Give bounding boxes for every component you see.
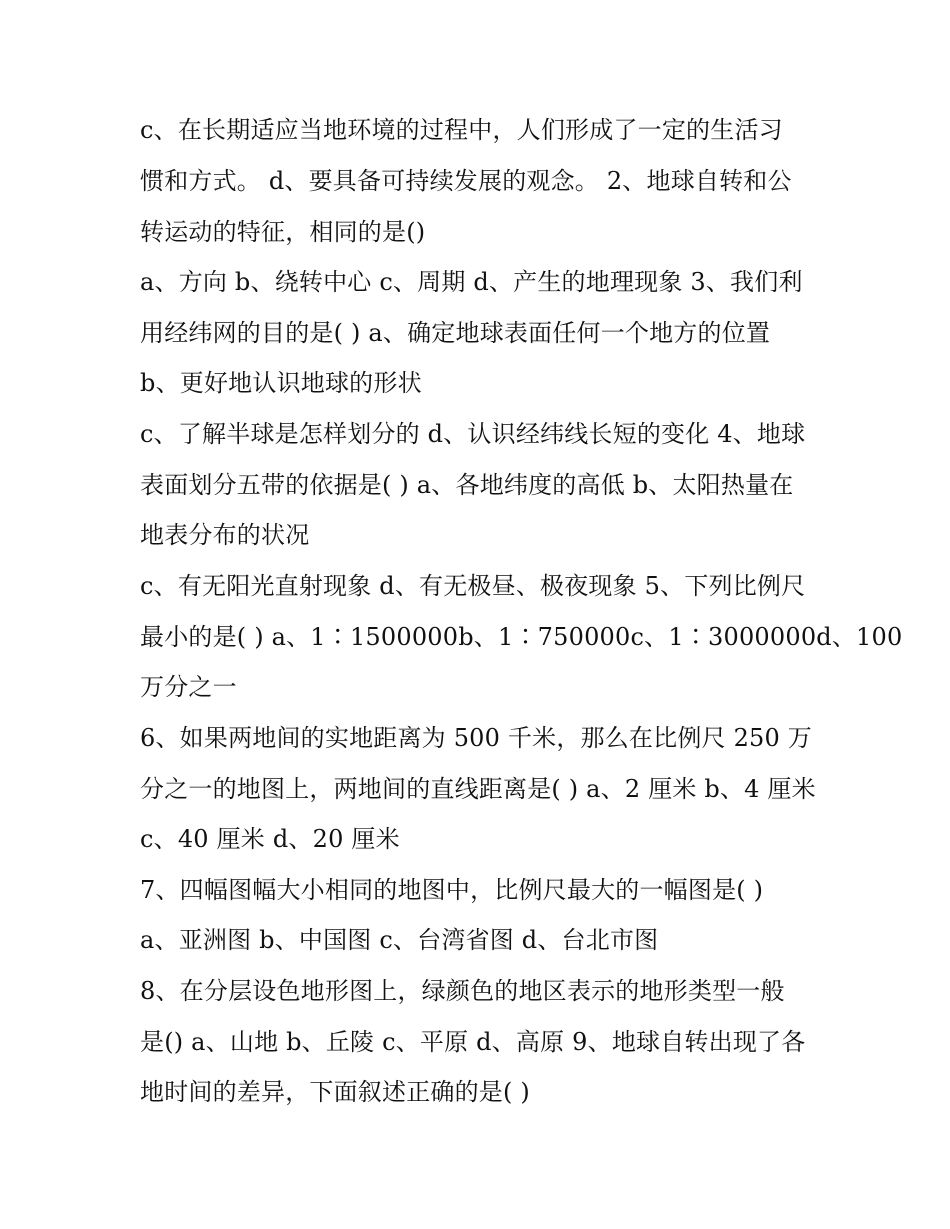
text-line: 8、在分层设色地形图上，绿颜色的地区表示的地形类型一般 <box>140 977 785 1005</box>
text-line: 地表分布的状况 <box>140 521 310 549</box>
text-line: b、更好地认识地球的形状 <box>140 369 422 397</box>
text-line: 万分之一 <box>140 673 237 701</box>
text-line: 表面划分五带的依据是( ) a、各地纬度的高低 b、太阳热量在 <box>140 471 794 499</box>
text-line: 惯和方式。 d、要具备可持续发展的观念。 2、地球自转和公 <box>140 167 792 195</box>
text-line: 用经纬网的目的是( ) a、确定地球表面任何一个地方的位置 <box>140 319 771 347</box>
text-line: c、40 厘米 d、20 厘米 <box>140 825 400 853</box>
text-line: a、方向 b、绕转中心 c、周期 d、产生的地理现象 3、我们利 <box>140 268 803 296</box>
text-line: 是() a、山地 b、丘陵 c、平原 d、高原 9、地球自转出现了各 <box>140 1028 806 1056</box>
text-line: 最小的是( ) a、1∶1500000b、1∶750000c、1∶3000000d、100 <box>140 623 903 651</box>
text-line: 地时间的差异，下面叙述正确的是( ) <box>140 1078 530 1106</box>
text-line: c、有无阳光直射现象 d、有无极昼、极夜现象 5、下列比例尺 <box>140 572 806 600</box>
text-line: 6、如果两地间的实地距离为 500 千米，那么在比例尺 250 万 <box>140 724 813 752</box>
text-line: 分之一的地图上，两地间的直线距离是( ) a、2 厘米 b、4 厘米 <box>140 775 816 803</box>
text-line: c、在长期适应当地环境的过程中，人们形成了一定的生活习 <box>140 116 783 144</box>
text-line: c、了解半球是怎样划分的 d、认识经纬线长短的变化 4、地球 <box>140 420 806 448</box>
text-line: 转运动的特征，相同的是() <box>140 218 426 246</box>
text-line: a、亚洲图 b、中国图 c、台湾省图 d、台北市图 <box>140 926 659 954</box>
text-line: 7、四幅图幅大小相同的地图中，比例尺最大的一幅图是( ) <box>140 876 764 904</box>
